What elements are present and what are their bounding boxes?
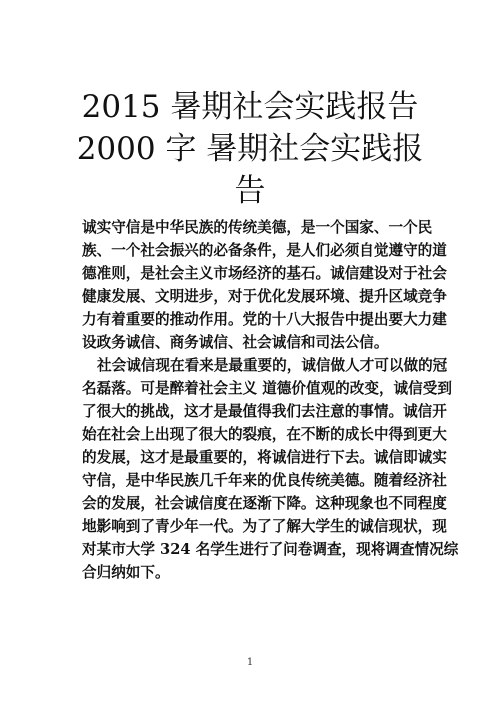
text-line: 会的发展，社会诚信度在逐渐下降。这种现象也不同程度: [82, 495, 447, 512]
text-line: 设政务诚信、商务诚信、社会诚信和司法公信。: [82, 334, 389, 351]
document-body: [82, 216, 459, 584]
text-line: 健康发展、文明进步，对于优化发展环境、提升区域竞争: [82, 288, 447, 305]
text-line: 社会诚信现在看来是最重要的，诚信做人才可以做的冠: [97, 357, 448, 374]
title-line: 告: [234, 173, 266, 209]
text-line: 的发展，这才是最重要的，将诚信进行下去。诚信即诚实: [82, 449, 447, 466]
text-line: 对某市大学 324 名学生进行了问卷调查，现将调查情况综: [82, 541, 459, 558]
document-title: [70, 86, 430, 212]
text-line: 族、一个社会振兴的必备条件，是人们必须自觉遵守的道: [82, 242, 447, 259]
text-line: 始在社会上出现了很大的裂痕，在不断的成长中得到更大: [82, 426, 447, 443]
text-line: 地影响到了青少年一代。为了了解大学生的诚信现状，现: [82, 518, 447, 535]
text-line: 合归纳如下。: [82, 564, 170, 581]
paragraph-2: [82, 354, 459, 584]
text-line: 守信，是中华民族几千年来的优良传统美德。随着经济社: [82, 472, 447, 489]
title-line: 2015 暑期社会实践报告: [81, 89, 419, 125]
text-line: 诚实守信是中华民族的传统美德，是一个国家、一个民: [82, 219, 433, 236]
paragraph-1: [82, 216, 447, 354]
text-line: 名磊落。可是醉着社会主义 道德价值观的改变，诚信受到: [82, 380, 452, 397]
text-line: 力有着重要的推动作用。党的十八大报告中提出要大力建: [82, 311, 447, 328]
text-line: 了很大的挑战，这才是最值得我们去注意的事情。诚信开: [82, 403, 447, 420]
text-line: 德准则，是社会主义市场经济的基石。诚信建设对于社会: [82, 265, 447, 282]
title-line: 2000 字 暑期社会实践报: [76, 131, 424, 167]
page-number: 1: [246, 657, 254, 668]
